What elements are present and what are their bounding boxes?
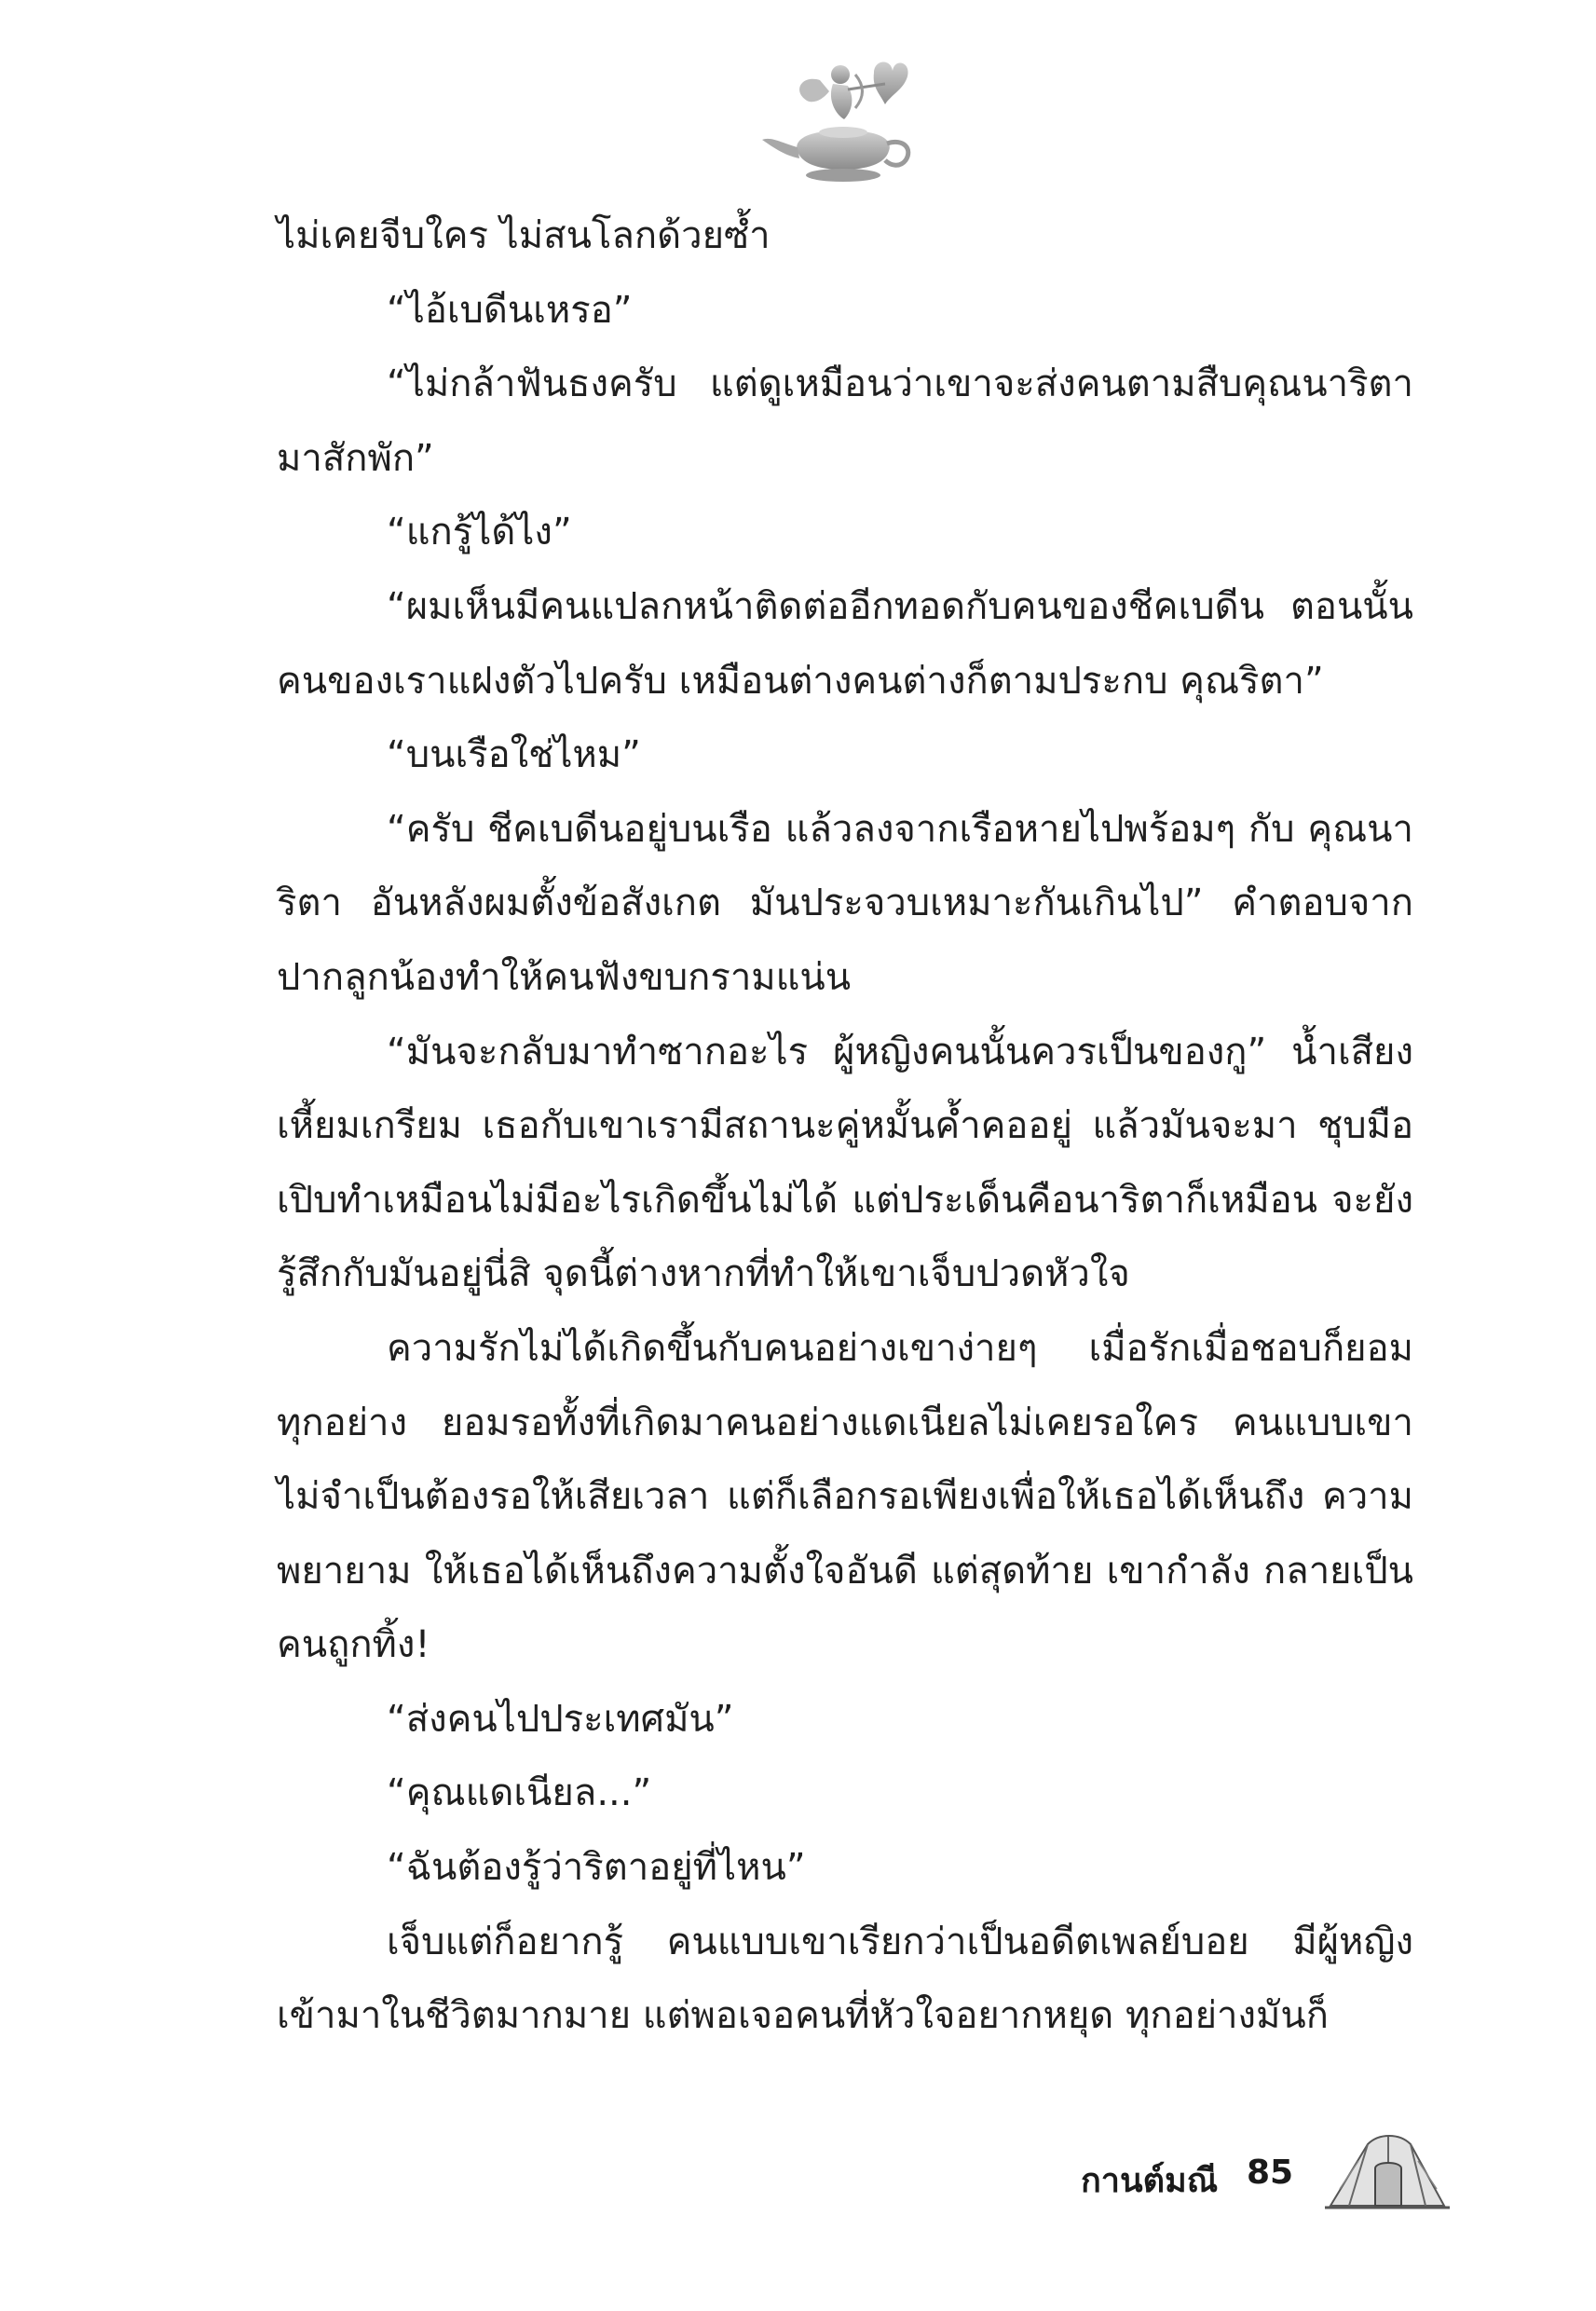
paragraph: “ผมเห็นมีคนแปลกหน้าติดต่ออีกทอดกับคนของชีคเบดีน ตอนนั้นคนของเราแฝงตัวไปครับ เหมือนต่างคนต่างก็ตามประกบ คุณริตา” xyxy=(277,584,1413,703)
paragraph: “ฉันต้องรู้ว่าริตาอยู่ที่ไหน” xyxy=(387,1846,806,1890)
paragraph: “มันจะกลับมาทำซากอะไร ผู้หญิงคนนั้นควรเป็นของกู” น้ำเสียง เหี้ยมเกรียม เธอกับเขาเรามีสถานะคู่หมั้นค้ำคออยู่ แล้วมันจะมา ชุบมือเปิบทำเหมือนไม่มีอะไรเกิดขึ้นไม่ได้ แต่ประเด็นคือนาริตาก็เหมือน จะยังรู้สึกกับมันอยู่นี่สิ จุดนี้ต่างหากที่ทำให้เขาเจ็บปวดหัวใจ xyxy=(277,1030,1413,1296)
tent-icon xyxy=(1321,2124,1452,2217)
paragraph: เจ็บแต่ก็อยากรู้ คนแบบเขาเรียกว่าเป็นอดีตเพลย์บอย มีผู้หญิง เข้ามาในชีวิตมากมาย แต่พอเจอคนที่หัวใจอยากหยุด ทุกอย่างมันก็ xyxy=(277,1920,1413,2038)
paragraph: ความรักไม่ได้เกิดขึ้นกับคนอย่างเขาง่ายๆ เมื่อรักเมื่อชอบก็ยอม ทุกอย่าง ยอมรอทั้งที่เกิดมาคนอย่างแดเนียลไม่เคยรอใคร คนแบบเขา ไม่จำเป็นต้องรอให้เสียเวลา แต่ก็เลือกรอเพียงเพื่อให้เธอได้เห็นถึง ความพยายาม ให้เธอได้เห็นถึงความตั้งใจอันดี แต่สุดท้าย เขากำลัง กลายเป็นคนถูกทิ้ง! xyxy=(277,1326,1413,1667)
paragraph: “คุณแดเนียล...” xyxy=(387,1771,652,1815)
body-text xyxy=(277,199,1413,2054)
paragraph: “ไอ้เบดีนเหรอ” xyxy=(387,288,633,332)
page-number: 85 xyxy=(1247,2154,1294,2192)
paragraph: ไม่เคยจีบใคร ไม่สนโลกด้วยซ้ำ xyxy=(277,214,771,257)
footer-book-title: กานต์มณี xyxy=(1081,2162,1219,2200)
cupid-teapot-ornament-icon xyxy=(755,47,922,205)
paragraph: “ส่งคนไปประเทศมัน” xyxy=(387,1697,734,1741)
paragraph: “แกรู้ได้ไง” xyxy=(387,511,572,554)
paragraph: “บนเรือใช่ไหม” xyxy=(387,733,641,777)
paragraph: “ไม่กล้าฟันธงครับ แต่ดูเหมือนว่าเขาจะส่งคนตามสืบคุณนาริตา มาสักพัก” xyxy=(277,362,1413,480)
paragraph: “ครับ ชีคเบดีนอยู่บนเรือ แล้วลงจากเรือหายไปพร้อมๆ กับ คุณนาริตา อันหลังผมตั้งข้อสังเกต มันประจวบเหมาะกันเกินไป” คำตอบจากปากลูกน้องทำให้คนฟังขบกรามแน่น xyxy=(277,807,1413,999)
page-footer xyxy=(988,2120,1472,2222)
